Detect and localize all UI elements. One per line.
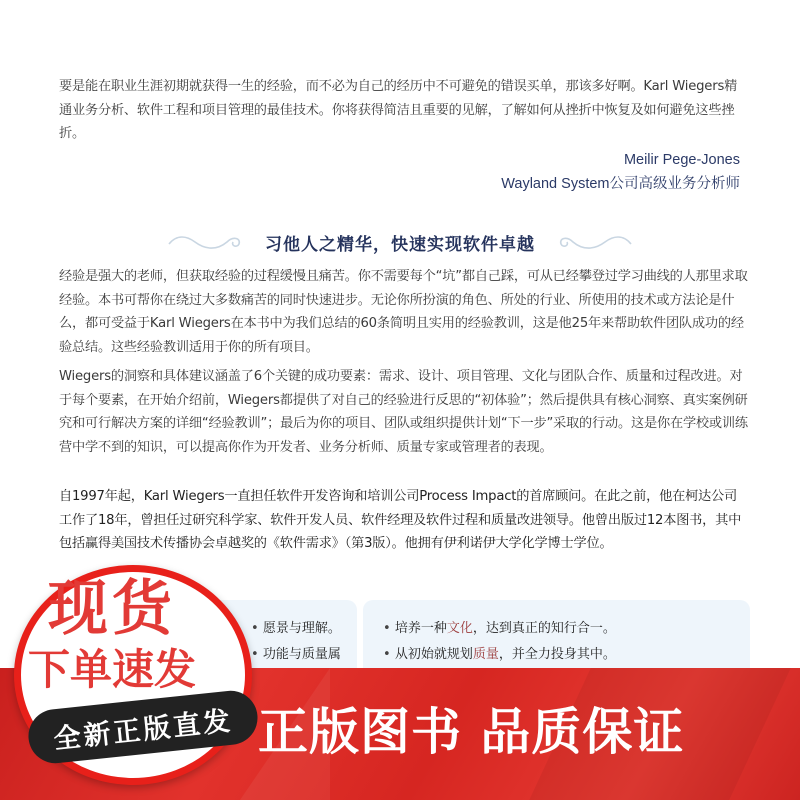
body-paragraph-2: Wiegers的洞察和具体建议涵盖了6个关键的成功要素：需求、设计、项目管理、文化与团队合作、质量和过程改进。对于每个要素，在开始介绍前，Wiegers都提供了对自己的经验进行反思的“初体验”；然后提供具有核心洞察、真实案例研究和可行解决方案的详细“经验教训”；最后为你的项目、团队或组织提供计划“下一步”采取的行动。这是你在学校或训练营中学不到的知识，可以提高你作为开发者、业务分析师、质量专家或管理者的表现。: [59, 369, 748, 455]
banner-text: 正版图书 品质保证: [258, 703, 685, 761]
section-heading: [0, 224, 800, 260]
list-item: • 功能与质量属: [251, 642, 357, 668]
list-item: [383, 642, 750, 668]
list-item-text: 从初始就规划: [394, 647, 473, 662]
list-item-text: 培养一种: [394, 621, 447, 636]
stamp-in-stock-text: 现货: [48, 574, 176, 644]
highlight-keyword: 文化: [446, 621, 473, 636]
author-bio-paragraph: 自1997年起，Karl Wiegers一直担任软件开发咨询和培训公司Process Impact的首席顾问。在此之前，他在柯达公司工作了18年，曾担任过研究科学家、软件开发人员、软件经理及软件过程和质量改进领导。他曾出版过12本图书，其中包括赢得美国技术传播协会卓越奖的《软件需求》（第3版）。他拥有伊利诺伊大学化学博士学位。: [59, 489, 742, 551]
attribution-title: Wayland System公司高级业务分析师: [501, 176, 740, 192]
section-title: 习他人之精华，快速实现软件卓越: [265, 234, 535, 255]
body-paragraph-1: 经验是强大的老师，但获取经验的过程缓慢且痛苦。你不需要每个“坑”都自己踩，可从已经攀登过学习曲线的人那里求取经验。本书可帮你在绕过大多数痛苦的同时快速进步。无论你所扮演的角色、所处的行业、所使用的技术或方法论是什么，都可受益于Karl Wiegers在本书中为我们总结的60条简明且实用的经验教训，这是他25年来帮助软件团队成功的经验总结。这些经验教训适用于你的所有项目。: [59, 269, 748, 355]
stamp-fast-ship-text: 下单速发: [28, 645, 197, 694]
list-item: [383, 616, 750, 642]
list-item-text: ，达到真正的知行合一。: [472, 621, 616, 636]
flourish-left-icon: [165, 230, 245, 254]
list-item-text: ，并全力投身其中。: [498, 647, 616, 662]
highlight-keyword: 质量: [472, 647, 499, 662]
stamp-pill-text: 全新正版直发: [52, 705, 235, 755]
intro-quote: 要是能在职业生涯初期就获得一生的经验，而不必为自己的经历中不可避免的错误买单，那该多好啊。Karl Wiegers精通业务分析、软件工程和项目管理的最佳技术。你将获得简洁且重要的见解，了解如何从挫折中恢复及如何避免这些挫折。: [59, 79, 738, 141]
quote-attribution: [501, 148, 740, 196]
list-item: • 愿景与理解。: [251, 616, 357, 642]
flourish-right-icon: [555, 230, 635, 254]
attribution-name: Meilir Pege-Jones: [623, 152, 740, 168]
highlights-list-right: [363, 600, 750, 668]
